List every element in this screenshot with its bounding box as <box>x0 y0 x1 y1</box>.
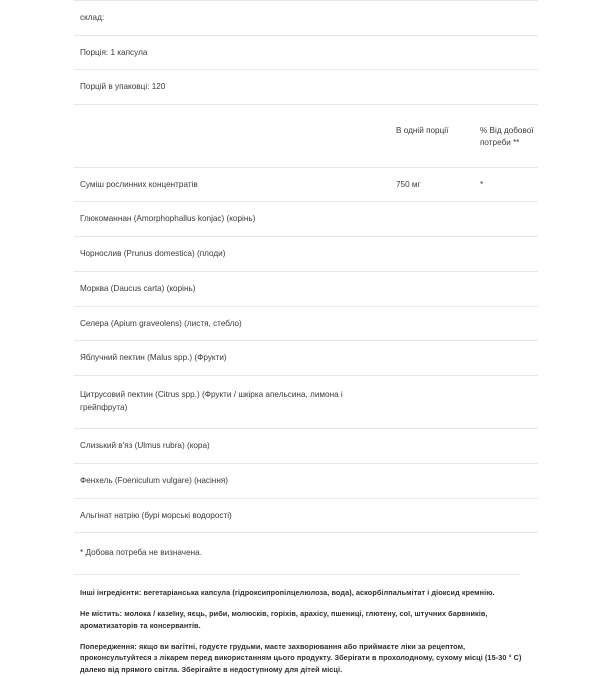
column-header-amount-per-serving: В одній порції <box>396 126 449 136</box>
ingredient-amount <box>390 341 474 376</box>
table-row-footnote <box>74 533 538 574</box>
ingredient-amount <box>390 271 474 306</box>
composition-label: склад: <box>80 13 105 22</box>
ingredient-name: Цитрусовий пектин (Citrus spp.) (Фрукти / шкірка апельсина, лимона і грейпфрута) <box>80 389 343 412</box>
ingredient-amount <box>390 306 474 341</box>
ingredient-name: Чорнослив (Prunus domestica) (плоди) <box>80 249 226 259</box>
ingredient-daily-value <box>474 341 538 376</box>
ingredient-amount <box>390 464 474 499</box>
table-row <box>74 498 538 533</box>
ingredient-name: Слизький в'яз (Ulmus rubra) (кора) <box>80 441 210 451</box>
supplement-facts-table <box>74 0 538 574</box>
ingredient-daily-value <box>474 237 538 272</box>
column-header-daily-value: % Від добової потреби ** <box>480 126 534 148</box>
ingredient-name: Альгінат натрію (бурі морські водорості) <box>80 510 232 520</box>
ingredient-name: Фенхель (Foeniculum vulgare) (насіння) <box>80 476 228 486</box>
ingredient-daily-value <box>474 498 538 533</box>
table-row-servings-per-container <box>74 70 538 105</box>
column-header-name <box>74 105 390 168</box>
table-row-serving-size <box>74 35 538 70</box>
composition-amount <box>390 1 474 36</box>
table-row <box>74 167 538 202</box>
ingredient-amount <box>390 429 474 464</box>
table-bottom-divider <box>74 574 520 575</box>
footnote-dv-spacer <box>474 533 538 574</box>
ingredient-amount: 750 мг <box>396 179 421 189</box>
serving-size-dv <box>474 35 538 70</box>
footnote-amount-spacer <box>390 533 474 574</box>
ingredient-daily-value <box>474 429 538 464</box>
ingredient-daily-value <box>474 202 538 237</box>
serving-size-amount <box>390 35 474 70</box>
ingredient-name: Селера (Apium graveolens) (листя, стебло) <box>80 318 242 328</box>
table-row <box>74 237 538 272</box>
servings-per-container-amount <box>390 70 474 105</box>
table-row <box>74 375 538 428</box>
table-row <box>74 306 538 341</box>
ingredient-name: Глюкоманнан (Amorphophallus konjac) (корінь) <box>80 214 256 224</box>
serving-size-label: Порція: 1 капсула <box>80 47 148 57</box>
ingredient-daily-value <box>474 464 538 499</box>
ingredient-name: Суміш рослинних концентратів <box>80 179 198 189</box>
table-row <box>74 271 538 306</box>
table-row <box>74 429 538 464</box>
daily-value-footnote: * Добова потреба не визначена. <box>80 548 202 558</box>
ingredient-daily-value: * <box>480 179 484 189</box>
table-row-composition <box>74 1 538 36</box>
warning-note: Попередження: якщо ви вагітні, годуєте грудьми, маєте захворювання або приймаєте ліки за рецептом, проконсультуйтеся з лікарем перед використанням цього продукту. Зберігати в прохолодному, сухому місці (15-30 ° С) далеко від прямого світла. Зберігайте в недоступному для дітей місці. <box>80 641 522 675</box>
ingredient-name: Морква (Daucus carta) (корінь) <box>80 283 196 293</box>
allergen-free-note: Не містить: молока / казеїну, яєць, риби, молюсків, горіхів, арахісу, пшениці, глютену, сої, штучних барвників, ароматизаторів та консервантів. <box>80 608 488 630</box>
ingredient-name: Яблучний пектин (Malus spp.) (Фрукти) <box>80 353 227 363</box>
ingredient-daily-value <box>474 375 538 428</box>
composition-dv <box>474 1 538 36</box>
servings-per-container-dv <box>474 70 538 105</box>
footer-notes <box>80 587 526 676</box>
ingredient-daily-value <box>474 306 538 341</box>
table-row <box>74 464 538 499</box>
ingredient-amount <box>390 202 474 237</box>
ingredient-amount <box>390 498 474 533</box>
other-ingredients-note: Інші інгредієнти: вегетаріанська капсула (гідроксипропілцелюлоза, вода), аскорбілпальмітат і діоксид кремнію. <box>80 588 495 598</box>
supplement-facts-table-body <box>74 1 538 575</box>
ingredient-daily-value <box>474 271 538 306</box>
table-header-row <box>74 105 538 168</box>
table-row <box>74 202 538 237</box>
table-row <box>74 341 538 376</box>
ingredient-amount <box>390 375 474 428</box>
servings-per-container-label: Порцій в упаковці: 120 <box>80 82 166 92</box>
ingredient-amount <box>390 237 474 272</box>
